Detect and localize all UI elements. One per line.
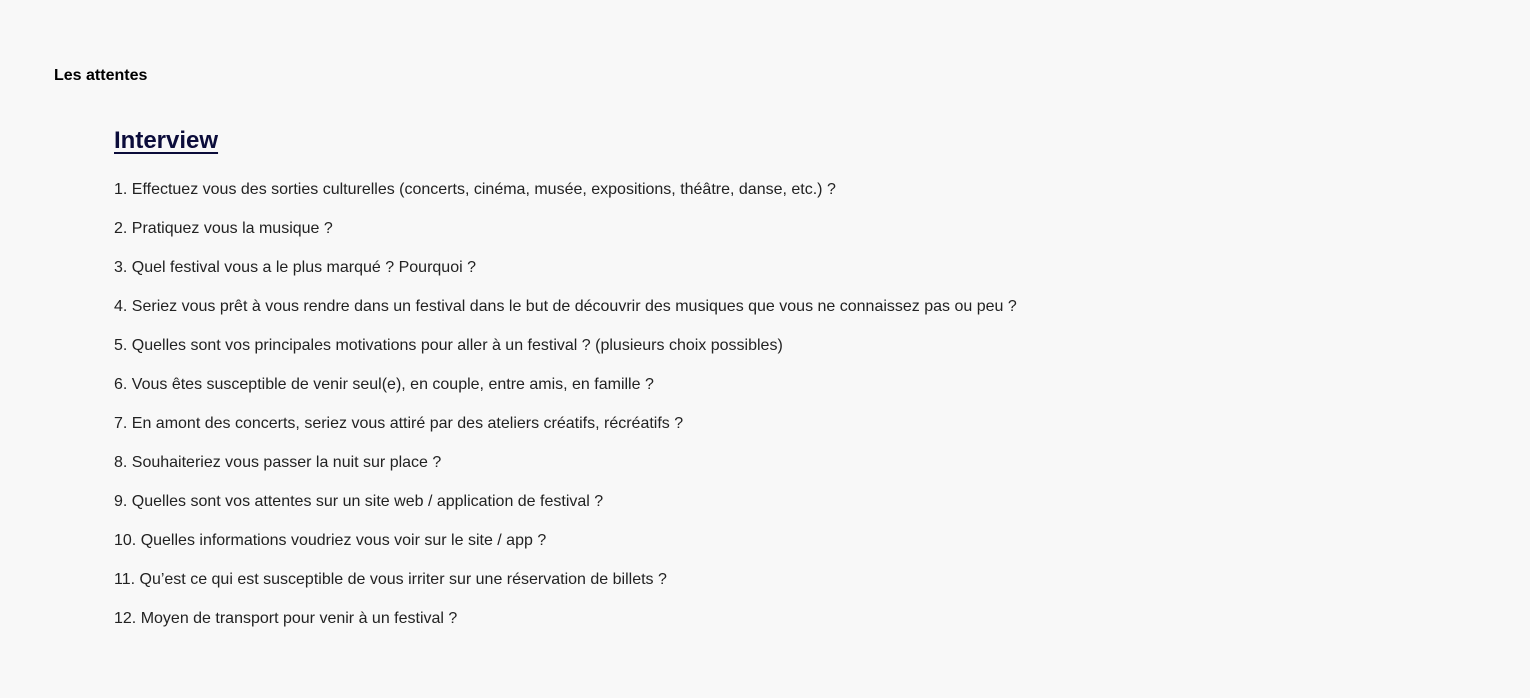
question-item: 12. Moyen de transport pour venir à un festival ?	[114, 610, 458, 627]
interview-section	[114, 126, 1490, 627]
question-item: 1. Effectuez vous des sorties culturelles (concerts, cinéma, musée, expositions, théâtre, danse, etc.) ?	[114, 181, 836, 198]
question-item: 4. Seriez vous prêt à vous rendre dans un festival dans le but de découvrir des musiques que vous ne connaissez pas ou peu ?	[114, 298, 1017, 315]
question-item: 11. Qu’est ce qui est susceptible de vous irriter sur une réservation de billets ?	[114, 571, 667, 588]
question-item: 8. Souhaiteriez vous passer la nuit sur place ?	[114, 454, 442, 471]
question-item: 7. En amont des concerts, seriez vous attiré par des ateliers créatifs, récréatifs ?	[114, 415, 684, 432]
section-label: Les attentes	[54, 67, 148, 84]
question-item: 3. Quel festival vous a le plus marqué ? Pourquoi ?	[114, 259, 476, 276]
question-item: 9. Quelles sont vos attentes sur un site web / application de festival ?	[114, 493, 604, 510]
question-item: 5. Quelles sont vos principales motivations pour aller à un festival ? (plusieurs choix possibles)	[114, 337, 783, 354]
interview-title: Interview	[114, 127, 219, 154]
question-item: 10. Quelles informations voudriez vous voir sur le site / app ?	[114, 532, 547, 549]
question-item: 2. Pratiquez vous la musique ?	[114, 220, 333, 237]
question-list	[114, 180, 1414, 648]
question-item: 6. Vous êtes susceptible de venir seul(e), en couple, entre amis, en famille ?	[114, 376, 654, 393]
